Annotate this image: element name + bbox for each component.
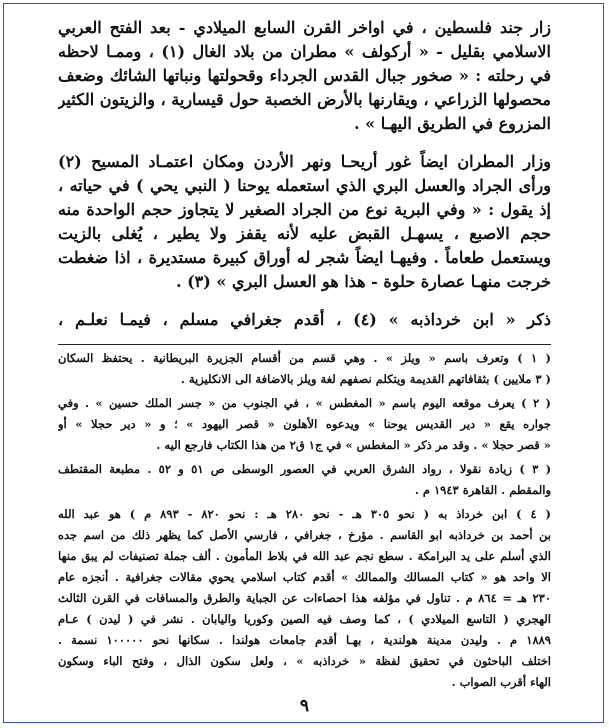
body-line: محصولها الزراعي ، ويقارنها بالأرض الخصبة حول قيسارية ، والزيتون الكثير [58,90,551,109]
body-line: زار جند فلسطين ، في اواخر القرن السابع الميلادي - بعد الفتح العربي [58,18,551,37]
footnote-line: جواره يقع « دير القديس يوحنا » ويدعوه الأهلون « قصر اليهود » ؛ و « دير حجلا » أو [58,417,551,431]
footnote-line: الهاء أقرب الصواب . [451,675,551,689]
footnote-line: الا واحد هو « كتاب المسالك والممالك » أقدم كتاب اسلامي يحوي مقالات جغرافية . أنجزه عام [58,570,551,584]
footnote-line: ( ٣ ) زيادة نقولا ، رواد الشرق العربي في العصور الوسطى ص ٥١ و ٥٢ . مطبعة المقتطف [58,462,551,476]
footnote-divider [58,344,551,345]
body-line: إذ يقول : « وفي البرية نوع من الجراد الصغير لا يتجاوز حجم الواحدة منه [58,200,551,219]
body-line: المزروع في الطريق اليهـا » . [354,114,551,133]
body-line: في رحلته : « صخور جبال القدس الجرداء وقحولتها ونباتها الشائك وضعف [58,66,551,85]
body-line: وزار المطران ايضاً غور أريحـا ونهر الأردن ومكان اعتمـاد المسيح (٢) [58,152,551,171]
body-line: حجم الاصبع ، يسهـل القبض عليه لأنه يقفز ولا يطير ، يُغلى بالزيت [58,224,551,243]
body-line: ذكر « ابن خرداذبه » (٤) ، أقدم جغرافي مسلم ، فيمـا نعلـم ، [58,310,551,329]
footnote-line: ( ٣ ملايين ) بثقافاتهم القديمة ويتكلم نصفهم لغة ويلز بالاضافة الى الانكليزية . [180,372,551,386]
footnote-line: ( ١ ) وتعرف باسم « ويلز » . وهي قسم من أقسام الجزيرة البريطانية . يحتفظ السكان [58,351,551,365]
footnote-line: « قصر حجلا » . وقد مر ذكر « المغطس » في ج١ ق٢ من هذا الكتاب فارجع اليه . [156,438,551,452]
footnote-line: والمقطم . القاهرة ١٩٤٣ م . [414,483,551,497]
footnote-line: ١٨٨٩ م . وليدن مدينة هولندية ، بهـا أقدم جامعات هولندا . سكانها نحو ١٠٠٠٠٠ نسمة . [58,633,551,647]
footnote-line: اختلف الباحثون في تحقيق لفظة « خرداذبه » ، ولعل سكون الذال ، وفتح الباء وسكون [58,654,551,668]
footnote-line: ( ٢ ) يعرف موقعه اليوم باسم « المغطس » ، في الجنوب من « جسر الملك حسين » . وفي [58,396,551,410]
footnote-line: الذي أسلم على يد البرامكة . سطع نجم عبد الله في بلاط المأمون . ألف جملة تصنيفات لم يبق منها [58,549,551,563]
body-line: خرجت منهـا عصارة حلوة - هذا هو العسل البري » (٣) . [175,272,551,291]
footnote-line: ( ٤ ) ابن خرداذ به ( نحو ٣٠٥ هـ - نحو ٢٨٠ هـ : نحو ٨٢٠ - ٨٩٣ م ) هو عبد الله [58,507,551,521]
body-line: ويستعمل طعاماً . وفيهـا ايضاً شجر له أوراق كبيرة مستديرة ، اذا ضغطت [58,248,551,267]
body-line: ورأى الجراد والعسل البري الذي استعمله يوحنا ( النبي يحي ) في حياته ، [58,176,551,195]
footnote-line: بن أحمد بن خرداذبه ابو القاسم . مؤرخ ، جغرافي ، فارسي الأصل كما يظهر ذلك من اسم جده [58,528,551,542]
footnote-line: ٢٣٠ هـ = ٨٦٤ م . تناول في مؤلفه هذا احصاءات عن الجباية والطرق والمسافات في القرن الثالث [58,591,551,605]
page-number: ٩ [299,696,310,716]
body-line: الاسلامي بقليل - « أركولف » مطران من بلاد الغال (١) ، وممـا لاحظه [58,42,551,61]
footnote-line: الهجري ( التاسع الميلادي ) ، كما وصف فيه الصين وكوريا واليابان . نشر في ( ليدن ) عـام [58,612,551,626]
